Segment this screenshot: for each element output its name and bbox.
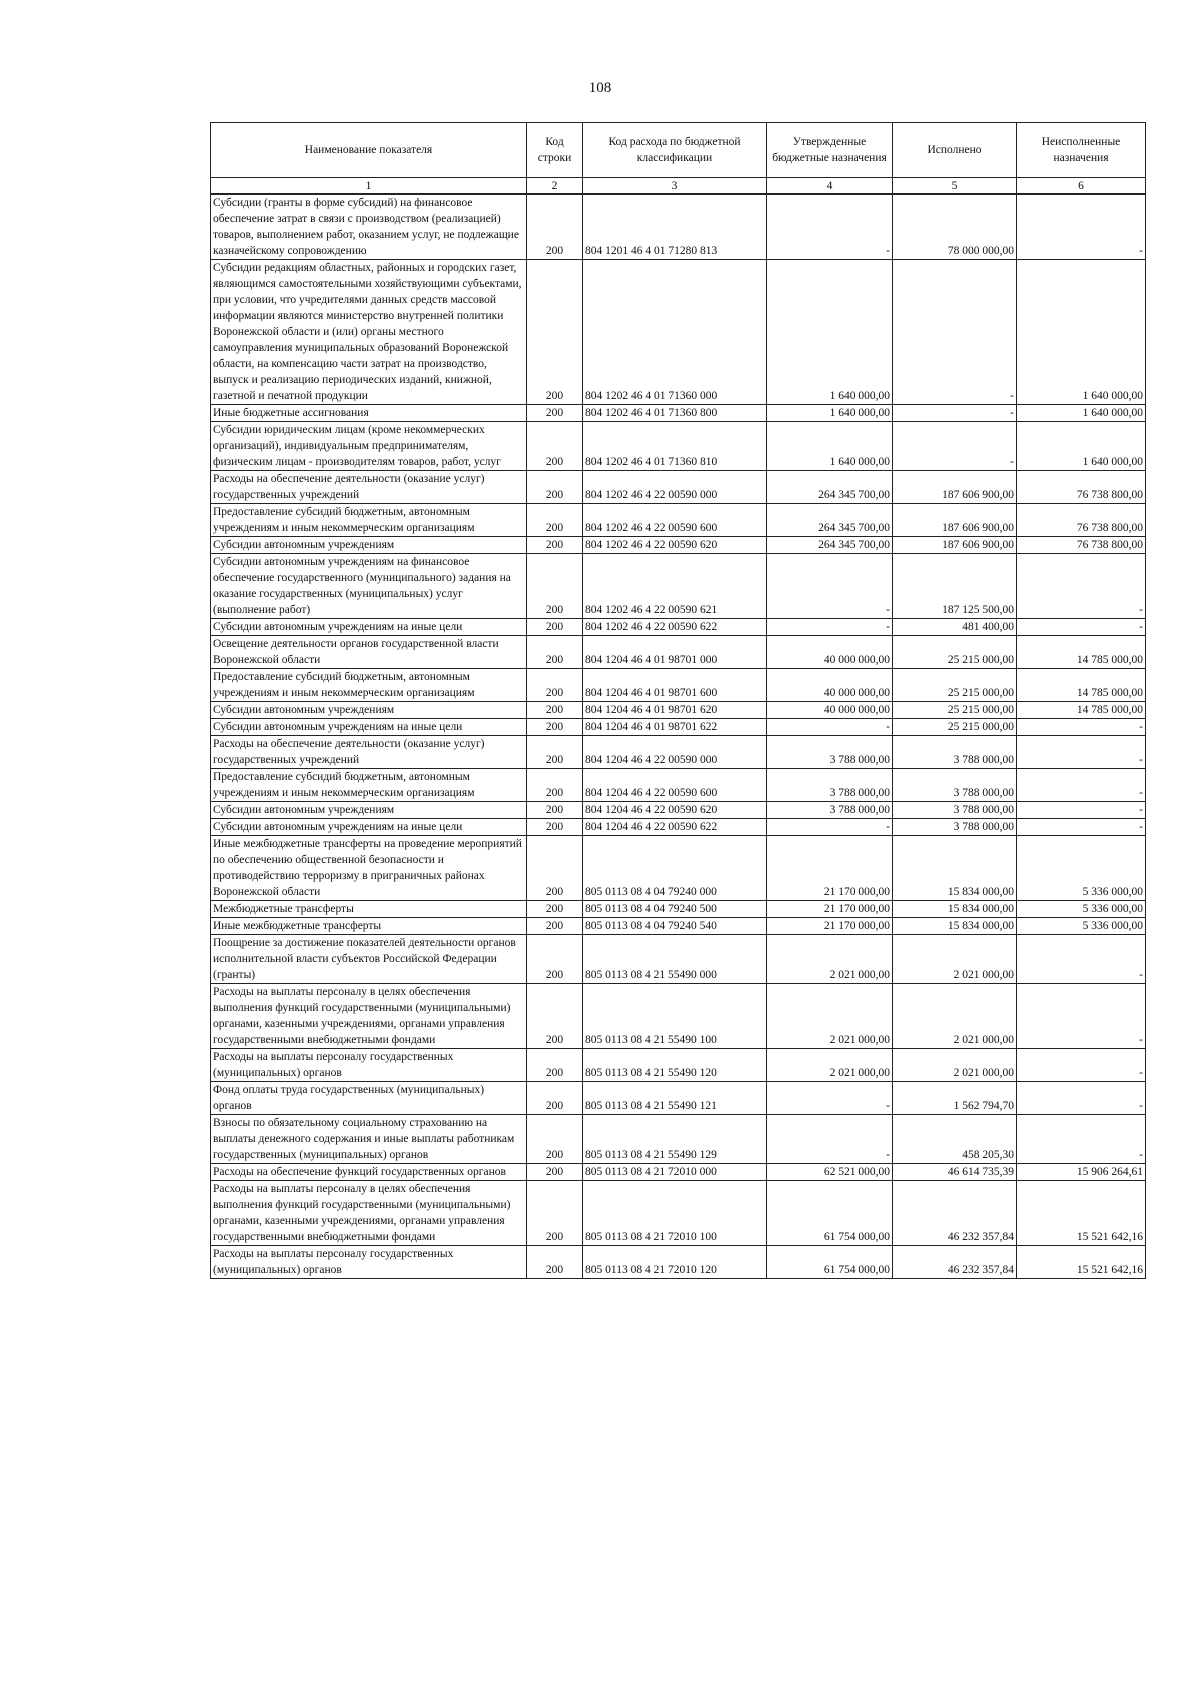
row-unexecuted-amount: -: [1017, 769, 1146, 802]
row-approved-amount: -: [767, 719, 893, 736]
row-executed-amount: 25 215 000,00: [893, 719, 1017, 736]
table-row: [211, 554, 1146, 619]
row-indicator-name: Поощрение за достижение показателей деятельности органов исполнительной власти субъектов Российской Федерации (гранты): [211, 935, 527, 984]
row-approved-amount: 264 345 700,00: [767, 504, 893, 537]
row-unexecuted-amount: 15 906 264,61: [1017, 1164, 1146, 1181]
row-approved-amount: 21 170 000,00: [767, 901, 893, 918]
table-row: [211, 260, 1146, 405]
table-row: [211, 836, 1146, 901]
row-indicator-name: Субсидии автономным учреждениям: [211, 802, 527, 819]
row-budget-code: 804 1202 46 4 01 71360 800: [583, 405, 767, 422]
row-budget-code: 804 1204 46 4 22 00590 620: [583, 802, 767, 819]
row-executed-amount: 187 606 900,00: [893, 537, 1017, 554]
table-row: [211, 918, 1146, 935]
row-approved-amount: 40 000 000,00: [767, 636, 893, 669]
row-executed-amount: 2 021 000,00: [893, 1049, 1017, 1082]
row-line-code: 200: [527, 1115, 583, 1164]
row-indicator-name: Межбюджетные трансферты: [211, 901, 527, 918]
row-unexecuted-amount: 1 640 000,00: [1017, 260, 1146, 405]
column-number: 5: [893, 178, 1017, 195]
row-line-code: 200: [527, 1049, 583, 1082]
row-line-code: 200: [527, 819, 583, 836]
header-executed: Исполнено: [893, 123, 1017, 178]
row-budget-code: 804 1202 46 4 22 00590 622: [583, 619, 767, 636]
column-number: 2: [527, 178, 583, 195]
row-approved-amount: 2 021 000,00: [767, 984, 893, 1049]
row-approved-amount: 1 640 000,00: [767, 422, 893, 471]
row-approved-amount: 40 000 000,00: [767, 702, 893, 719]
table-row: [211, 802, 1146, 819]
column-number: 1: [211, 178, 527, 195]
row-line-code: 200: [527, 619, 583, 636]
table-row: [211, 471, 1146, 504]
row-line-code: 200: [527, 736, 583, 769]
row-indicator-name: Расходы на обеспечение деятельности (оказание услуг) государственных учреждений: [211, 471, 527, 504]
row-unexecuted-amount: -: [1017, 736, 1146, 769]
row-approved-amount: -: [767, 554, 893, 619]
table-row: [211, 702, 1146, 719]
row-approved-amount: 21 170 000,00: [767, 918, 893, 935]
row-budget-code: 805 0113 08 4 04 79240 000: [583, 836, 767, 901]
row-budget-code: 805 0113 08 4 21 72010 000: [583, 1164, 767, 1181]
row-line-code: 200: [527, 669, 583, 702]
table-row: [211, 1246, 1146, 1279]
row-indicator-name: Расходы на выплаты персоналу в целях обеспечения выполнения функций государственными (муниципальными) органами, казенными учреждениями, органами управления государственными внебюджетными фондами: [211, 984, 527, 1049]
row-line-code: 200: [527, 422, 583, 471]
column-number: 6: [1017, 178, 1146, 195]
row-budget-code: 804 1204 46 4 22 00590 600: [583, 769, 767, 802]
row-executed-amount: -: [893, 260, 1017, 405]
row-indicator-name: Иные бюджетные ассигнования: [211, 405, 527, 422]
column-number: 4: [767, 178, 893, 195]
row-executed-amount: 15 834 000,00: [893, 836, 1017, 901]
row-indicator-name: Фонд оплаты труда государственных (муниципальных) органов: [211, 1082, 527, 1115]
row-unexecuted-amount: 14 785 000,00: [1017, 669, 1146, 702]
table-row: [211, 636, 1146, 669]
row-approved-amount: 264 345 700,00: [767, 537, 893, 554]
row-budget-code: 805 0113 08 4 21 55490 000: [583, 935, 767, 984]
row-indicator-name: Предоставление субсидий бюджетным, автономным учреждениям и иным некоммерческим организациям: [211, 504, 527, 537]
row-line-code: 200: [527, 504, 583, 537]
row-unexecuted-amount: 14 785 000,00: [1017, 636, 1146, 669]
row-approved-amount: -: [767, 819, 893, 836]
row-approved-amount: 3 788 000,00: [767, 802, 893, 819]
row-executed-amount: 1 562 794,70: [893, 1082, 1017, 1115]
row-budget-code: 805 0113 08 4 21 55490 121: [583, 1082, 767, 1115]
row-budget-code: 804 1204 46 4 01 98701 600: [583, 669, 767, 702]
table-row: [211, 1082, 1146, 1115]
header-indicator-name: Наименование показателя: [211, 123, 527, 178]
row-unexecuted-amount: 76 738 800,00: [1017, 537, 1146, 554]
table-row: [211, 619, 1146, 636]
row-line-code: 200: [527, 935, 583, 984]
row-unexecuted-amount: 14 785 000,00: [1017, 702, 1146, 719]
row-indicator-name: Иные межбюджетные трансферты: [211, 918, 527, 935]
row-unexecuted-amount: 76 738 800,00: [1017, 504, 1146, 537]
row-line-code: 200: [527, 984, 583, 1049]
row-approved-amount: 40 000 000,00: [767, 669, 893, 702]
row-budget-code: 805 0113 08 4 21 72010 100: [583, 1181, 767, 1246]
row-indicator-name: Взносы по обязательному социальному страхованию на выплаты денежного содержания и иные выплаты работникам государственных (муниципальных) органов: [211, 1115, 527, 1164]
row-executed-amount: -: [893, 422, 1017, 471]
row-indicator-name: Расходы на выплаты персоналу государственных (муниципальных) органов: [211, 1246, 527, 1279]
row-approved-amount: 2 021 000,00: [767, 1049, 893, 1082]
row-indicator-name: Расходы на обеспечение деятельности (оказание услуг) государственных учреждений: [211, 736, 527, 769]
row-executed-amount: 3 788 000,00: [893, 802, 1017, 819]
row-approved-amount: 1 640 000,00: [767, 405, 893, 422]
row-budget-code: 805 0113 08 4 04 79240 500: [583, 901, 767, 918]
row-approved-amount: 62 521 000,00: [767, 1164, 893, 1181]
row-budget-code: 805 0113 08 4 21 72010 120: [583, 1246, 767, 1279]
row-executed-amount: 3 788 000,00: [893, 769, 1017, 802]
table-row: [211, 719, 1146, 736]
table-row: [211, 901, 1146, 918]
row-unexecuted-amount: 15 521 642,16: [1017, 1181, 1146, 1246]
row-budget-code: 804 1202 46 4 22 00590 600: [583, 504, 767, 537]
header-unexecuted: Неисполненные назначения: [1017, 123, 1146, 178]
row-budget-code: 804 1202 46 4 22 00590 000: [583, 471, 767, 504]
row-indicator-name: Освещение деятельности органов государственной власти Воронежской области: [211, 636, 527, 669]
row-executed-amount: 46 232 357,84: [893, 1181, 1017, 1246]
row-indicator-name: Иные межбюджетные трансферты на проведение мероприятий по обеспечению общественной безопасности и противодействию терроризму в приграничных районах Воронежской области: [211, 836, 527, 901]
row-line-code: 200: [527, 1164, 583, 1181]
row-budget-code: 804 1202 46 4 22 00590 620: [583, 537, 767, 554]
column-number: 3: [583, 178, 767, 195]
row-unexecuted-amount: -: [1017, 194, 1146, 260]
table-row: [211, 819, 1146, 836]
row-budget-code: 805 0113 08 4 21 55490 129: [583, 1115, 767, 1164]
header-line-code: Код строки: [527, 123, 583, 178]
row-line-code: 200: [527, 901, 583, 918]
row-line-code: 200: [527, 554, 583, 619]
budget-execution-table: [210, 122, 1146, 1279]
row-line-code: 200: [527, 918, 583, 935]
row-unexecuted-amount: 5 336 000,00: [1017, 901, 1146, 918]
table-row: [211, 1049, 1146, 1082]
row-line-code: 200: [527, 836, 583, 901]
row-unexecuted-amount: 5 336 000,00: [1017, 918, 1146, 935]
table-body: [211, 194, 1146, 1279]
table-row: [211, 1115, 1146, 1164]
row-executed-amount: 78 000 000,00: [893, 194, 1017, 260]
row-approved-amount: -: [767, 1115, 893, 1164]
table-row: [211, 935, 1146, 984]
row-budget-code: 805 0113 08 4 21 55490 120: [583, 1049, 767, 1082]
row-line-code: 200: [527, 1082, 583, 1115]
page-number: 108: [588, 80, 612, 96]
row-unexecuted-amount: -: [1017, 984, 1146, 1049]
row-unexecuted-amount: -: [1017, 935, 1146, 984]
row-executed-amount: 2 021 000,00: [893, 935, 1017, 984]
row-unexecuted-amount: -: [1017, 1115, 1146, 1164]
row-executed-amount: 458 205,30: [893, 1115, 1017, 1164]
row-executed-amount: 481 400,00: [893, 619, 1017, 636]
row-executed-amount: 187 606 900,00: [893, 504, 1017, 537]
row-unexecuted-amount: 1 640 000,00: [1017, 405, 1146, 422]
row-unexecuted-amount: 1 640 000,00: [1017, 422, 1146, 471]
table-header: [211, 123, 1146, 195]
row-line-code: 200: [527, 636, 583, 669]
table-row: [211, 769, 1146, 802]
header-approved: Утвержденные бюджетные назначения: [767, 123, 893, 178]
row-budget-code: 805 0113 08 4 04 79240 540: [583, 918, 767, 935]
row-indicator-name: Субсидии автономным учреждениям: [211, 702, 527, 719]
row-budget-code: 805 0113 08 4 21 55490 100: [583, 984, 767, 1049]
row-executed-amount: 15 834 000,00: [893, 901, 1017, 918]
row-indicator-name: Субсидии (гранты в форме субсидий) на финансовое обеспечение затрат в связи с производством (реализацией) товаров, выполнением работ, оказанием услуг, не подлежащие казначейскому сопровождению: [211, 194, 527, 260]
table-row: [211, 984, 1146, 1049]
row-line-code: 200: [527, 719, 583, 736]
row-line-code: 200: [527, 1181, 583, 1246]
table-row: [211, 736, 1146, 769]
row-approved-amount: 21 170 000,00: [767, 836, 893, 901]
row-unexecuted-amount: -: [1017, 619, 1146, 636]
row-indicator-name: Предоставление субсидий бюджетным, автономным учреждениям и иным некоммерческим организациям: [211, 769, 527, 802]
row-indicator-name: Субсидии автономным учреждениям на иные цели: [211, 819, 527, 836]
row-unexecuted-amount: 15 521 642,16: [1017, 1246, 1146, 1279]
row-unexecuted-amount: -: [1017, 819, 1146, 836]
row-executed-amount: 15 834 000,00: [893, 918, 1017, 935]
row-budget-code: 804 1204 46 4 01 98701 000: [583, 636, 767, 669]
row-budget-code: 804 1201 46 4 01 71280 813: [583, 194, 767, 260]
row-line-code: 200: [527, 1246, 583, 1279]
row-line-code: 200: [527, 702, 583, 719]
row-indicator-name: Субсидии автономным учреждениям: [211, 537, 527, 554]
row-unexecuted-amount: -: [1017, 719, 1146, 736]
row-line-code: 200: [527, 802, 583, 819]
row-line-code: 200: [527, 471, 583, 504]
row-approved-amount: -: [767, 1082, 893, 1115]
row-budget-code: 804 1202 46 4 22 00590 621: [583, 554, 767, 619]
row-executed-amount: 25 215 000,00: [893, 702, 1017, 719]
table-row: [211, 1181, 1146, 1246]
row-unexecuted-amount: -: [1017, 802, 1146, 819]
row-line-code: 200: [527, 260, 583, 405]
row-executed-amount: 46 232 357,84: [893, 1246, 1017, 1279]
row-executed-amount: 25 215 000,00: [893, 636, 1017, 669]
row-indicator-name: Субсидии автономным учреждениям на иные цели: [211, 619, 527, 636]
table-row: [211, 422, 1146, 471]
row-executed-amount: 187 125 500,00: [893, 554, 1017, 619]
row-executed-amount: -: [893, 405, 1017, 422]
row-indicator-name: Субсидии автономным учреждениям на финансовое обеспечение государственного (муниципального) задания на оказание государственных (муниципальных) услуг (выполнение работ): [211, 554, 527, 619]
table-row: [211, 669, 1146, 702]
row-indicator-name: Расходы на выплаты персоналу в целях обеспечения выполнения функций государственными (муниципальными) органами, казенными учреждениями, органами управления государственными внебюджетными фондами: [211, 1181, 527, 1246]
row-indicator-name: Предоставление субсидий бюджетным, автономным учреждениям и иным некоммерческим организациям: [211, 669, 527, 702]
table-row: [211, 405, 1146, 422]
table-row: [211, 537, 1146, 554]
row-indicator-name: Субсидии юридическим лицам (кроме некоммерческих организаций), индивидуальным предпринимателям, физическим лицам - производителям товаров, работ, услуг: [211, 422, 527, 471]
row-line-code: 200: [527, 405, 583, 422]
row-line-code: 200: [527, 769, 583, 802]
row-approved-amount: 3 788 000,00: [767, 769, 893, 802]
header-budget-code: Код расхода по бюджетной классификации: [583, 123, 767, 178]
row-executed-amount: 2 021 000,00: [893, 984, 1017, 1049]
row-line-code: 200: [527, 194, 583, 260]
row-approved-amount: 264 345 700,00: [767, 471, 893, 504]
row-executed-amount: 3 788 000,00: [893, 736, 1017, 769]
table-row: [211, 194, 1146, 260]
row-approved-amount: 61 754 000,00: [767, 1181, 893, 1246]
row-indicator-name: Субсидии автономным учреждениям на иные цели: [211, 719, 527, 736]
row-approved-amount: 2 021 000,00: [767, 935, 893, 984]
row-budget-code: 804 1202 46 4 01 71360 810: [583, 422, 767, 471]
row-budget-code: 804 1204 46 4 22 00590 622: [583, 819, 767, 836]
row-approved-amount: -: [767, 619, 893, 636]
row-line-code: 200: [527, 537, 583, 554]
row-unexecuted-amount: 76 738 800,00: [1017, 471, 1146, 504]
row-unexecuted-amount: -: [1017, 554, 1146, 619]
row-budget-code: 804 1204 46 4 01 98701 620: [583, 702, 767, 719]
row-approved-amount: 61 754 000,00: [767, 1246, 893, 1279]
row-unexecuted-amount: 5 336 000,00: [1017, 836, 1146, 901]
row-unexecuted-amount: -: [1017, 1049, 1146, 1082]
row-indicator-name: Расходы на обеспечение функций государственных органов: [211, 1164, 527, 1181]
row-approved-amount: 1 640 000,00: [767, 260, 893, 405]
row-approved-amount: 3 788 000,00: [767, 736, 893, 769]
row-executed-amount: 187 606 900,00: [893, 471, 1017, 504]
row-budget-code: 804 1202 46 4 01 71360 000: [583, 260, 767, 405]
row-budget-code: 804 1204 46 4 22 00590 000: [583, 736, 767, 769]
row-budget-code: 804 1204 46 4 01 98701 622: [583, 719, 767, 736]
row-executed-amount: 25 215 000,00: [893, 669, 1017, 702]
row-approved-amount: -: [767, 194, 893, 260]
row-executed-amount: 3 788 000,00: [893, 819, 1017, 836]
row-indicator-name: Расходы на выплаты персоналу государственных (муниципальных) органов: [211, 1049, 527, 1082]
row-indicator-name: Субсидии редакциям областных, районных и городских газет, являющимся самостоятельными хозяйствующими субъектами, при условии, что учредителями данных средств массовой информации являются министерство внутренней политики Воронежской области и (или) органы местного самоуправления муниципальных образований Воронежской области, на компенсацию части затрат на производство, выпуск и реализацию периодических изданий, книжной, газетной и печатной продукции: [211, 260, 527, 405]
row-executed-amount: 46 614 735,39: [893, 1164, 1017, 1181]
row-unexecuted-amount: -: [1017, 1082, 1146, 1115]
table-row: [211, 504, 1146, 537]
table-row: [211, 1164, 1146, 1181]
